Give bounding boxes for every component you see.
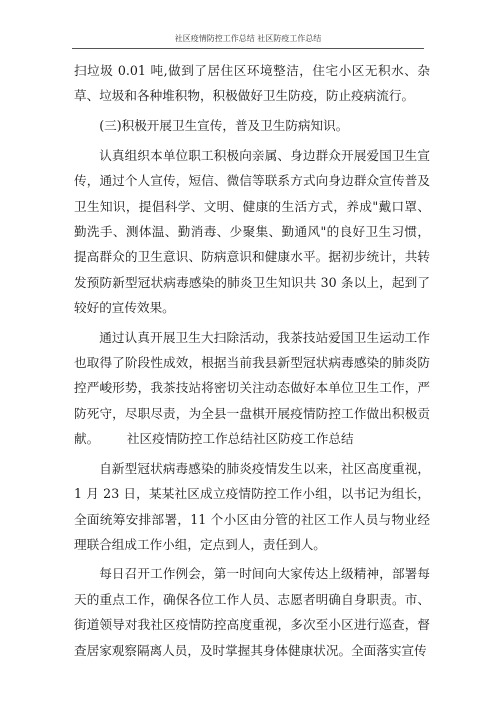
paragraph-daily-meetings: 每日召开工作例会，第一时间向大家传达上级精神，部署每天的重点工作，确保各位工作人员、志愿者明确自身职责。市、街道领导对我社区疫情防控高度重视，多次至小区进行巡查，督查居家观察隔离人员，及时掌握其身体健康状况。全面落实宣传 <box>74 566 430 658</box>
paragraph-cleanup-summary <box>74 325 430 452</box>
document-body <box>74 58 430 663</box>
paragraph-health-promotion: 认真组织本单位职工积极向亲属、身边群众开展爱国卫生宣传，通过个人宣传，短信、微信等联系方式向身边群众宣传普及卫生知识，提倡科学、文明、健康的生活方式，养成"戴口罩、勤洗手、测体温、勤消毒、少聚集、勤通风"的良好卫生习惯，提高群众的卫生意识、防病意识和健康水平。据初步统计，共转发预防新型冠状病毒感染的肺炎卫生知识共 30 条以上，起到了较好的宣传效果。 <box>74 147 430 316</box>
running-header-title: 社区疫情防控工作总结 社区防疫工作总结 <box>174 34 322 43</box>
document-title-inline: 社区疫情防控工作总结社区防疫工作总结 <box>126 431 354 447</box>
running-header <box>72 32 424 49</box>
paragraph-cleanup-text: 通过认真开展卫生大扫除活动，我茶技站爱国卫生运动工作也取得了阶段性成效，根据当前我县新型冠状病毒感染的肺炎防控严峻形势，我茶技站将密切关注动态做好本单位卫生工作，严防死守，尽职尽责，为全县一盘棋开展疫情防控工作做出积极贡献。 <box>74 329 430 447</box>
paragraph-sanitation-result: 扫垃圾 0.01 吨,做到了居住区环境整洁，住宅小区无积水、杂草、垃圾和各种堆积物，积极做好卫生防疫，防止疫病流行。 <box>74 63 430 104</box>
paragraph-epidemic-team: 自新型冠状病毒感染的肺炎疫情发生以来，社区高度重视，1 月 23 日，某某社区成立疫情防控工作小组，以书记为组长，全面统筹安排部署，11 个小区由分管的社区工作人员与物业经理联合组成工作小组，定点到人，责任到人。 <box>74 460 430 552</box>
section-heading-health-promotion: (三)积极开展卫生宣传，普及卫生防病知识。 <box>99 117 349 133</box>
